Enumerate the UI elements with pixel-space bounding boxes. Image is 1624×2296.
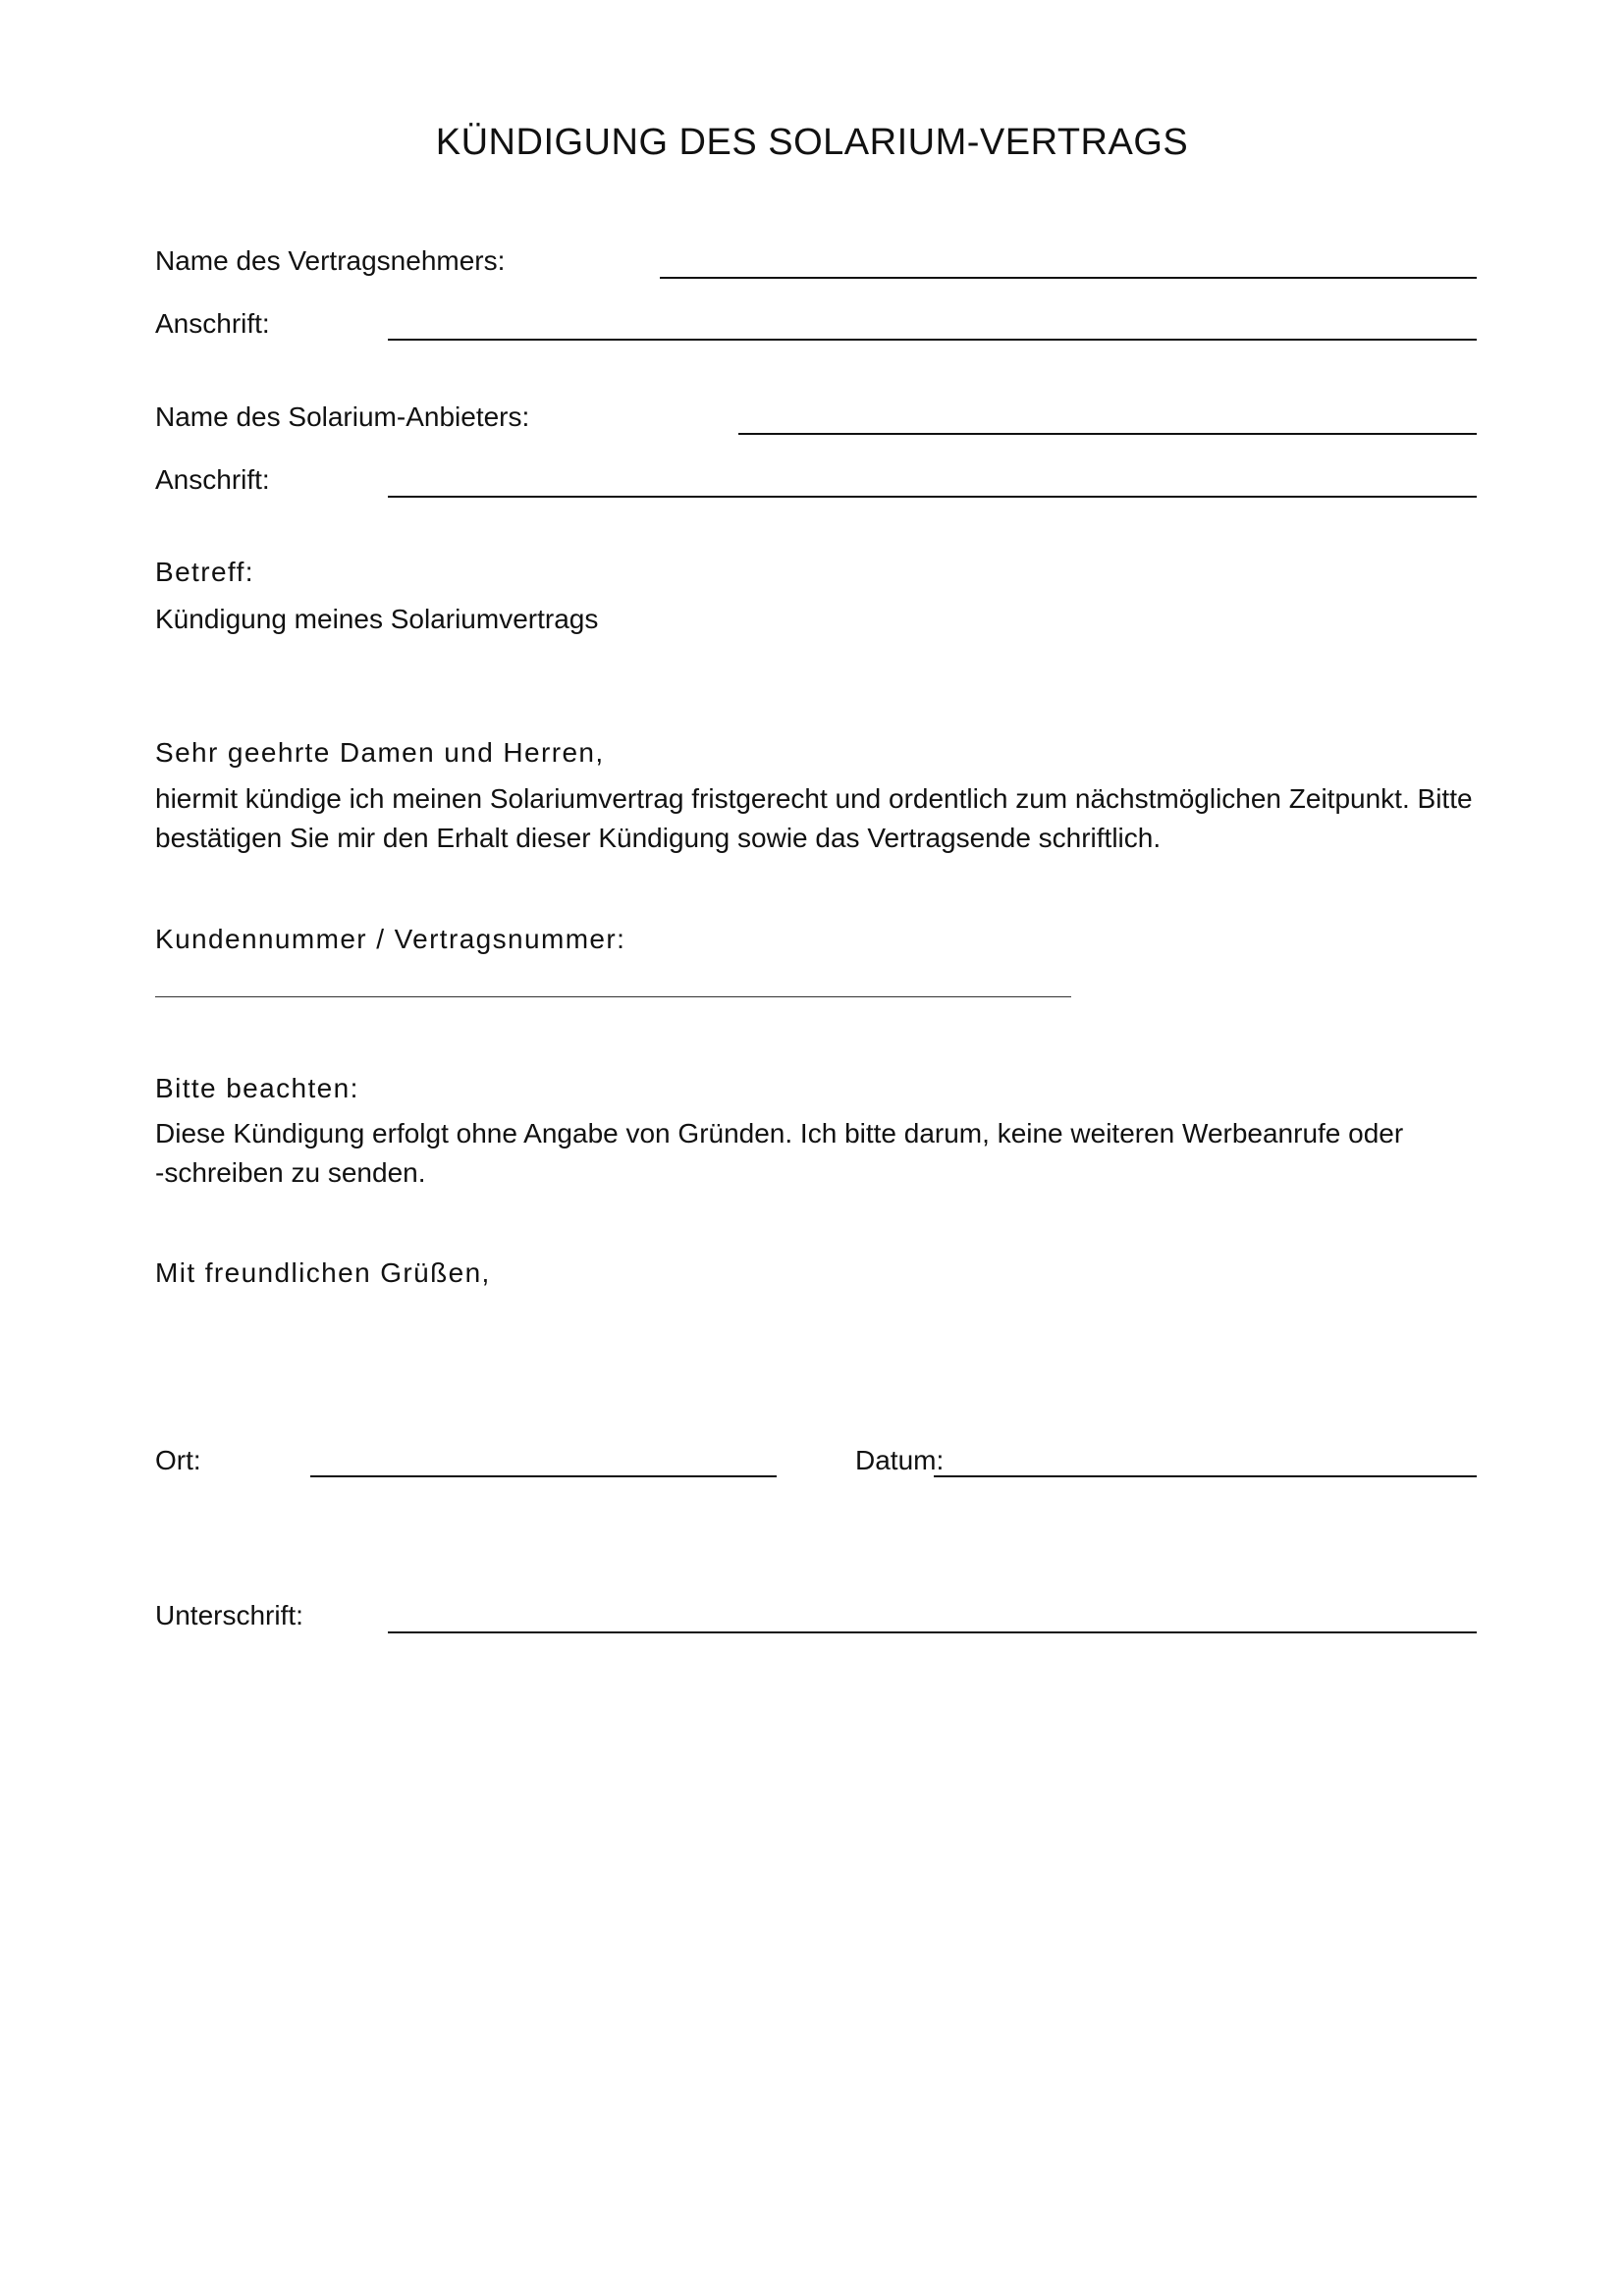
closing-greeting: Mit freundlichen Grüßen, [155,1257,491,1288]
place-label: Ort: [155,1445,201,1475]
subject-label: Betreff: [155,557,254,587]
date-label: Datum: [855,1445,945,1475]
provider-address-label: Anschrift: [155,464,270,495]
contract-holder-address-field[interactable] [388,339,1477,341]
customer-number-label: Kundennummer / Vertragsnummer: [155,924,626,954]
notice-line: Diese Kündigung erfolgt ohne Angabe von Gründen. Ich bitte darum, keine weiteren Werbeanrufe oder [155,1118,1404,1148]
notice-paragraph [155,1114,1486,1193]
provider-address-field[interactable] [388,496,1477,498]
contract-holder-name-field[interactable] [660,277,1477,279]
subject-text: Kündigung meines Solariumvertrags [155,604,599,634]
document-title: KÜNDIGUNG DES SOLARIUM-VERTRAGS [435,122,1189,163]
salutation: Sehr geehrte Damen und Herren, [155,737,605,768]
contract-holder-name-label: Name des Vertragsnehmers: [155,245,506,276]
body-line: bestätigen Sie mir den Erhalt dieser Kündigung sowie das Vertragsende schriftlich. [155,823,1162,853]
provider-name-label: Name des Solarium-Anbieters: [155,401,530,432]
date-field[interactable] [934,1475,1477,1477]
provider-name-field[interactable] [738,433,1477,435]
customer-number-field[interactable] [155,996,1071,997]
notice-label: Bitte beachten: [155,1073,359,1103]
contract-holder-address-label: Anschrift: [155,308,270,339]
signature-label: Unterschrift: [155,1600,303,1630]
signature-field[interactable] [388,1631,1477,1633]
body-paragraph [155,779,1486,858]
notice-line: -schreiben zu senden. [155,1157,426,1188]
place-field[interactable] [310,1475,777,1477]
body-line: hiermit kündige ich meinen Solariumvertrag fristgerecht und ordentlich zum nächstmöglichen Zeitpunkt. Bitte [155,783,1473,814]
